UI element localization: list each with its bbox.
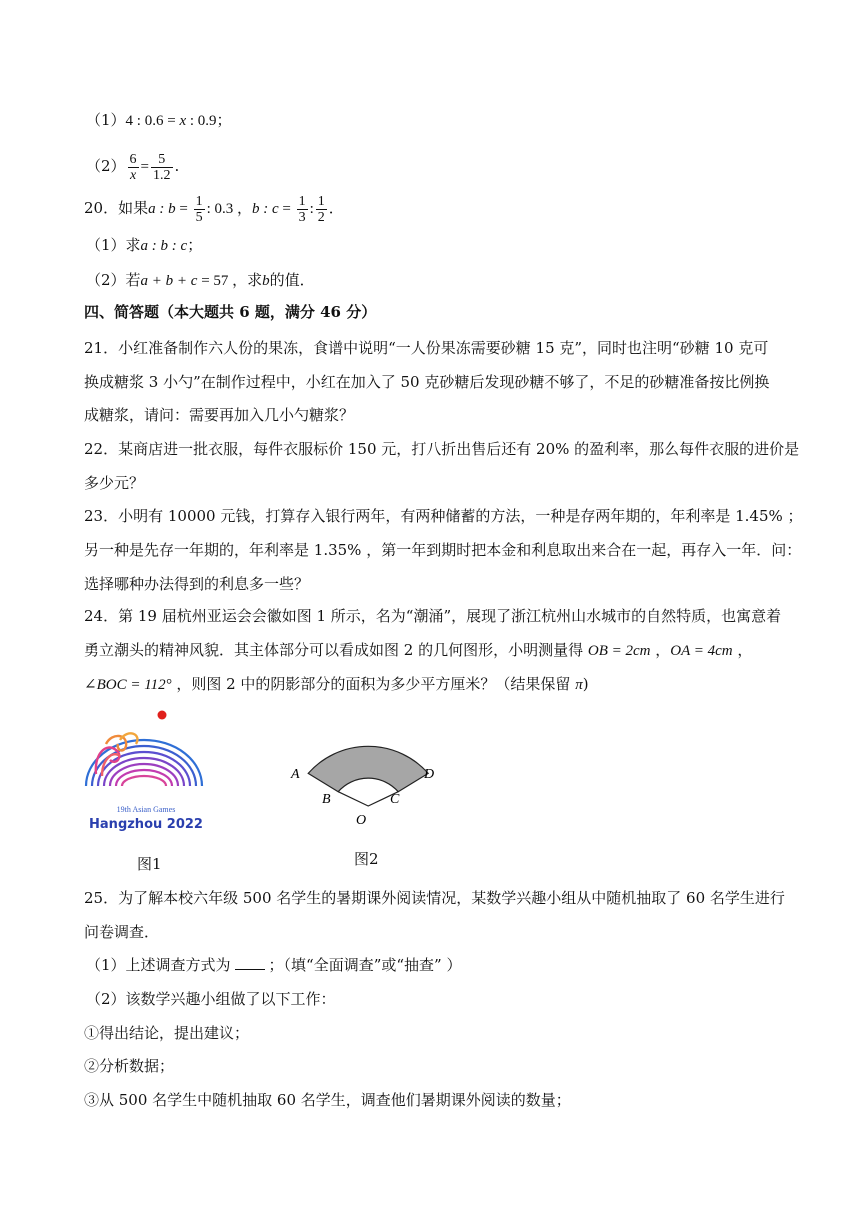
q24-line2: 勇立潮头的精神风貌．其主体部分可以看成如图 2 的几何图形，小明测量得 OB = 2cm ，OA = 4cm ， bbox=[84, 641, 753, 659]
q22-line1: 22．某商店进一批衣服，每件衣服标价 150 元，打八折出售后还有 20% 的盈利率，那么每件衣服的进价是 bbox=[84, 440, 800, 458]
fraction: $\frac{6}{x}$ bbox=[129, 151, 137, 183]
q20-stem: 20．如果a : b = $\frac{1}{5}$ : 0.3 ，b : c = $\frac{1}{3}$ : $\frac{1}{2}$ ． bbox=[84, 193, 344, 225]
q25-part2: （2）该数学兴趣小组做了以下工作： bbox=[86, 990, 336, 1008]
q23-line3: 选择哪种办法得到的利息多一些？ bbox=[84, 575, 310, 593]
fraction: $\frac{5}{1.2}$ bbox=[153, 151, 171, 183]
q24-line1: 24．第 19 届杭州亚运会会徽如图 1 所示，名为“潮涌”，展现了浙江杭州山水城市的自然特质，也寓意着 bbox=[84, 607, 782, 625]
answer-blank bbox=[235, 955, 265, 970]
q23-line2: 另一种是先存一年期的，年利率是 1.35% ，第一年到期时把本金和利息取出来合在一起，再存入一年．问： bbox=[84, 541, 802, 559]
point-b: B bbox=[322, 792, 331, 807]
asian-games-logo bbox=[76, 704, 216, 834]
q25-part1: （1）上述调查方式为 ；（填“全面调查”或“抽查” ） bbox=[86, 956, 462, 974]
sun-dot-icon bbox=[158, 711, 167, 720]
q22-line2: 多少元？ bbox=[84, 474, 145, 492]
q20-part2: （2）若a + b + c = 57 ，求b的值． bbox=[86, 271, 315, 289]
point-o: O bbox=[356, 813, 367, 828]
point-c: C bbox=[390, 792, 400, 807]
logo-line2: Hangzhou 2022 bbox=[89, 817, 203, 832]
q25-step3: ③从 500 名学生中随机抽取 60 名学生，调查他们暑期课外阅读的数量； bbox=[84, 1091, 571, 1109]
q20-part1: （1）求a : b : c； bbox=[86, 236, 203, 254]
sector-figure bbox=[280, 720, 450, 830]
q25-step2: ②分析数据； bbox=[84, 1057, 175, 1075]
q19-part1: （1）4 : 0.6 = x : 0.9； bbox=[86, 111, 232, 129]
q25-line1: 25．为了解本校六年级 500 名学生的暑期课外阅读情况，某数学兴趣小组从中随机抽取了 60 名学生进行 bbox=[84, 889, 785, 907]
section-heading: 四、简答题（本大题共 6 题，满分 46 分） bbox=[84, 303, 377, 321]
q25-step1: ①得出结论，提出建议； bbox=[84, 1024, 250, 1042]
shaded-region bbox=[308, 746, 428, 791]
q21-line3: 成糖浆，请问：需要再加入几小勺糖浆？ bbox=[84, 406, 355, 424]
fig1-caption: 图1 bbox=[137, 855, 162, 873]
point-d: D bbox=[424, 767, 435, 782]
q19-part2: （2） $\frac{6}{x}$ = $\frac{5}{1.2}$ . bbox=[86, 151, 180, 183]
q23-line1: 23．小明有 10000 元钱，打算存入银行两年，有两种储蓄的方法，一种是存两年期的，年利率是 1.45% ； bbox=[84, 507, 803, 525]
point-a: A bbox=[291, 767, 300, 782]
q25-line2: 问卷调查． bbox=[84, 923, 160, 941]
fig2-caption: 图2 bbox=[354, 850, 379, 868]
q21-line2: 换成糖浆 3 小勺”在制作过程中，小红在加入了 50 克砂糖后发现砂糖不够了，不足的砂糖准备按比例换 bbox=[84, 373, 770, 391]
logo-line1: 19th Asian Games bbox=[116, 805, 176, 814]
q21-line1: 21．小红准备制作六人份的果冻，食谱中说明“一人份果冻需要砂糖 15 克”，同时也注明“砂糖 10 克可 bbox=[84, 339, 769, 357]
q24-line3: ∠BOC = 112° ，则图 2 中的阴影部分的面积为多少平方厘米？（结果保留 π) bbox=[84, 675, 589, 693]
